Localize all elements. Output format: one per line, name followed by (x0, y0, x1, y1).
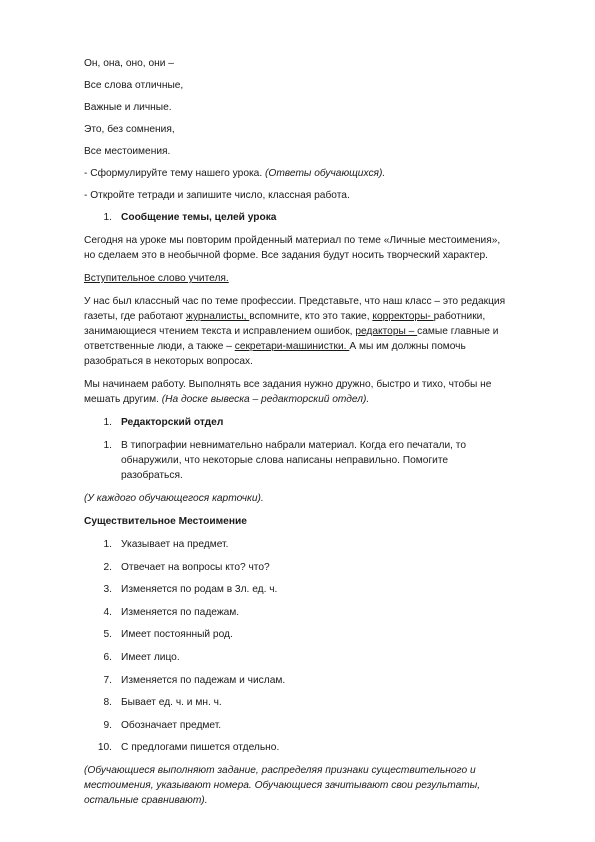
list-item-text: Изменяется по падежам. (121, 606, 240, 618)
section-editorial-heading (84, 415, 511, 430)
poem-line-3: Важные и личные. (84, 102, 172, 113)
intro-heading-text: Вступительное слово учителя. (84, 273, 229, 284)
section-title: Сообщение темы, целей урока (121, 212, 277, 223)
poem-line-2: Все слова отличные, (84, 80, 184, 91)
intro-text-c: работники, занимающиеся чтением текста и исправлением ошибок, (84, 311, 486, 337)
list-item-text: Изменяется по родам в 3л. ед. ч. (121, 584, 278, 596)
list-item (84, 695, 511, 710)
list-item-text: Указывает на предмет. (121, 539, 229, 550)
list-item-number: 5. (103, 629, 112, 641)
list-item-number: 10. (97, 742, 112, 754)
intro-text-e: А мы им должны помочь разобраться в некоторых вопросах. (84, 341, 466, 367)
instruction-notebook: - Откройте тетради и запишите число, классная работа. (84, 190, 350, 201)
section-number: 1. (103, 212, 112, 223)
task-text: В типографии невнимательно набрали материал. Когда его печатали, то обнаружили, что некоторые слова написаны неправильно. Помогите разобраться. (121, 440, 467, 481)
term-editors: редакторы – (355, 326, 418, 337)
task-number: 1. (103, 440, 112, 451)
term-proofreaders: корректоры- (372, 311, 434, 322)
list-item (84, 718, 511, 733)
properties-list (84, 537, 511, 755)
start-text: Мы начинаем работу. Выполнять все задания нужно дружно, быстро и тихо, чтобы не мешать другим. (84, 379, 492, 405)
intro-paragraph (84, 294, 511, 369)
list-item-number: 8. (103, 697, 112, 709)
list-item (84, 605, 511, 620)
final-note: (Обучающиеся выполняют задание, распределяя признаки существительного и местоимения, указывают номера. Обучающиеся зачитывают свои результаты, остальные сравнивают). (84, 764, 481, 806)
poem-line-5: Все местоимения. (84, 146, 171, 157)
start-paragraph (84, 377, 511, 407)
task-item (84, 438, 511, 483)
list-item (84, 537, 511, 552)
intro-heading (84, 271, 511, 286)
instruction-topic-note: (Ответы обучающихся). (265, 168, 386, 179)
list-item (84, 650, 511, 665)
list-item-text: Отвечает на вопросы кто? что? (121, 561, 270, 573)
list-item-number: 6. (103, 651, 112, 663)
table-heading: Существительное Местоимение (84, 516, 247, 527)
intro-text-a: У нас был классный час по теме профессии. Представьте, что наш класс – это редакция газеты, где работают (84, 296, 506, 322)
poem-line-1: Он, она, оно, они – (84, 58, 174, 69)
list-item-text: Бывает ед. ч. и мн. ч. (121, 697, 222, 709)
term-typists: секретари-машинистки. (234, 341, 350, 352)
section-topic-heading (84, 210, 511, 225)
start-note: (На доске вывеска – редакторский отдел). (161, 394, 370, 405)
cards-note: (У каждого обучающегося карточки). (84, 493, 264, 504)
list-item-number: 7. (103, 674, 112, 686)
list-item-text: Изменяется по падежам и числам. (121, 674, 286, 686)
list-item-text: Имеет лицо. (121, 651, 180, 663)
list-item-text: Имеет постоянный род. (121, 629, 233, 641)
list-item (84, 627, 511, 642)
list-item (84, 560, 511, 575)
list-item (84, 740, 511, 755)
intro-text-b: вспомните, кто это такие, (249, 311, 373, 322)
list-item-number: 3. (103, 584, 112, 596)
term-journalists: журналисты, (186, 311, 250, 322)
list-item-number: 1. (103, 539, 112, 550)
section-title: Редакторский отдел (121, 417, 224, 428)
list-item-text: С предлогами пишется отдельно. (121, 742, 280, 754)
list-item (84, 673, 511, 688)
section-number: 1. (103, 417, 112, 428)
intro-text-d: самые главные и ответственные люди, а также – (84, 326, 499, 352)
section-topic-text: Сегодня на уроке мы повторим пройденный материал по теме «Личные местоимения», но сделаем это в необычной форме. Все задания будут носить творческий характер. (84, 235, 501, 261)
list-item-text: Обозначает предмет. (121, 719, 222, 731)
instruction-topic-text: - Сформулируйте тему нашего урока. (84, 168, 265, 179)
list-item-number: 4. (103, 606, 112, 618)
poem-line-4: Это, без сомнения, (84, 124, 175, 135)
list-item-number: 9. (103, 719, 112, 731)
list-item-number: 2. (103, 561, 112, 573)
instruction-topic (84, 166, 511, 181)
list-item (84, 582, 511, 597)
